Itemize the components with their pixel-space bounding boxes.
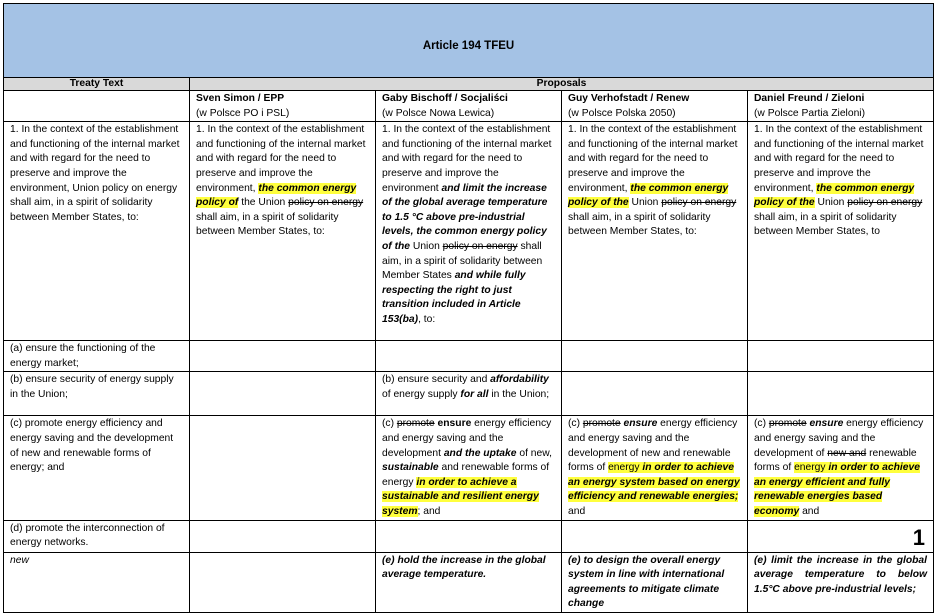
proposal-cell-verhofstadt: [562, 416, 748, 520]
emphasis-text: ensure: [437, 418, 472, 430]
treaty-cell: new: [4, 552, 190, 612]
text: in the Union;: [488, 388, 550, 400]
proposal-cell-verhofstadt: [562, 341, 748, 372]
struck-text: new and: [827, 447, 867, 459]
struck-text: promote: [582, 418, 621, 430]
author-party: (w Polsce Partia Zieloni): [754, 107, 866, 119]
text: and: [568, 505, 586, 517]
highlight-text: energy: [794, 462, 826, 474]
proposal-cell-bischoff: [376, 372, 562, 416]
text: of new,: [516, 447, 552, 459]
emphasis-text: ensure: [809, 418, 844, 430]
text: , to:: [418, 313, 436, 325]
proposal-cell-simon: [190, 416, 376, 520]
page-number: 1: [912, 524, 926, 550]
highlight-text: in order to achieve an energy system based on energy efficiency and renewable energies;: [568, 462, 740, 503]
treaty-cell: (c) promote energy efficiency and energy saving and the development of new and renewable forms of energy; and: [4, 416, 190, 520]
struck-text: policy on energy: [661, 197, 737, 209]
proposal-cell-simon: [190, 552, 376, 612]
author-name: Daniel Freund / Zieloni: [754, 93, 865, 104]
proposal-cell-bischoff: [376, 416, 562, 520]
proposals-header: Proposals: [190, 78, 934, 91]
table-row: [4, 122, 934, 341]
proposal-cell-simon: [190, 122, 376, 341]
table-title: Article 194 TFEU: [4, 4, 934, 78]
text: (c): [754, 418, 769, 430]
text: ; and: [417, 505, 441, 517]
proposal-cell-simon: [190, 341, 376, 372]
proposal-cell-bischoff: [376, 122, 562, 341]
table-row: [4, 341, 934, 372]
text: energy efficiency and energy saving and the development of new and renewable forms of: [568, 418, 738, 474]
proposal-cell-freund: [748, 416, 934, 520]
author-name: Guy Verhofstadt / Renew: [568, 93, 690, 104]
text: Union: [814, 197, 848, 209]
author-party: (w Polsce Nowa Lewica): [382, 107, 495, 119]
header-row: [4, 78, 934, 91]
proposal-cell-freund: [748, 372, 934, 416]
text: shall aim, in a spirit of solidarity between Member States: [382, 240, 543, 282]
author-cell-bischoff: [376, 91, 562, 122]
table-row: [4, 520, 934, 552]
title-row: [4, 4, 934, 78]
struck-text: policy on energy: [288, 197, 364, 209]
emphasis-text: affordability: [490, 374, 549, 386]
highlight-text: the common energy policy of the: [754, 182, 915, 209]
table-row: [4, 372, 934, 416]
author-cell-verhofstadt: [562, 91, 748, 122]
table-row: [4, 416, 934, 520]
emphasis-text: sustainable: [382, 462, 439, 474]
text: the Union: [238, 197, 289, 209]
proposal-cell-bischoff: [376, 520, 562, 552]
proposal-cell-verhofstadt: (e) to design the overall energy system in line with international agreements to mitigate climate change: [562, 552, 748, 612]
author-cell-empty: [4, 91, 190, 122]
proposal-cell-verhofstadt: [562, 520, 748, 552]
text: energy efficiency and energy saving and the development of: [754, 418, 924, 459]
struck-text: policy on energy: [442, 240, 518, 252]
highlight-text: the common energy policy of: [196, 182, 357, 209]
struck-text: policy on energy: [847, 197, 923, 209]
text: (c): [568, 418, 583, 430]
highlight-text: energy: [608, 462, 640, 474]
text: (b) ensure security and: [382, 374, 491, 386]
text: shall aim, in a spirit of solidarity between Member States, to:: [568, 211, 711, 238]
text: and: [799, 505, 820, 517]
treaty-cell: (b) ensure security of energy supply in the Union;: [4, 372, 190, 416]
treaty-cell: 1. In the context of the establishment and functioning of the internal market and with regard for the need to preserve and improve the environment, Union policy on energy shall aim, in a spirit of solidarity between Member States, to:: [4, 122, 190, 341]
emphasis-text: and while fully respecting the right to just transition included in Article 153(ba): [382, 270, 526, 325]
proposal-cell-simon: [190, 520, 376, 552]
proposal-cell-bischoff: (e) hold the increase in the global average temperature.: [376, 552, 562, 612]
proposal-cell-freund: [748, 122, 934, 341]
text: and renewable forms of energy: [382, 462, 550, 488]
author-party: (w Polsce PO i PSL): [196, 107, 290, 119]
text: 1. In the context of the establishment and functioning of the internal market and with regard for the need to preserve and improve the environment,: [754, 124, 924, 194]
emphasis-text: and limit the increase of the global average temperature to 1.5 °C above pre-industrial levels, the common energy policy of the: [382, 182, 548, 252]
proposal-cell-simon: [190, 372, 376, 416]
proposal-cell-freund: [748, 520, 934, 552]
text: shall aim, in a spirit of solidarity between Member States, to:: [196, 211, 339, 238]
text: 1. In the context of the establishment and functioning of the internal market and with regard for the need to preserve and improve the environment,: [196, 124, 366, 194]
treaty-cell: (a) ensure the functioning of the energy market;: [4, 341, 190, 372]
text: 1. In the context of the establishment and functioning of the internal market and with regard for the need to preserve and improve the environment,: [568, 124, 738, 194]
text: (c): [382, 418, 397, 430]
author-row: [4, 91, 934, 122]
proposal-cell-bischoff: [376, 341, 562, 372]
text: Union: [628, 197, 662, 209]
table-row: [4, 552, 934, 612]
text: Union: [410, 240, 443, 252]
author-name: Gaby Bischoff / Socjaliści: [382, 93, 508, 104]
author-name: Sven Simon / EPP: [196, 93, 285, 104]
proposal-cell-verhofstadt: [562, 372, 748, 416]
treaty-cell: (d) promote the interconnection of energy networks.: [4, 520, 190, 552]
text: shall aim, in a spirit of solidarity between Member States, to: [754, 211, 897, 238]
proposal-cell-freund: [748, 341, 934, 372]
text: renewable forms of: [754, 447, 917, 474]
proposal-cell-verhofstadt: [562, 122, 748, 341]
emphasis-text: and the uptake: [443, 447, 517, 459]
text: of energy supply: [382, 388, 461, 400]
treaty-text-header: Treaty Text: [4, 78, 190, 91]
author-cell-freund: [748, 91, 934, 122]
author-party: (w Polsce Polska 2050): [568, 107, 676, 119]
highlight-text: the common energy policy of the: [568, 182, 729, 209]
emphasis-text: ensure: [623, 418, 658, 430]
text: energy efficiency and energy saving and the development: [382, 418, 552, 459]
struck-text: promote: [768, 418, 807, 430]
struck-text: promote: [396, 418, 435, 430]
text: 1. In the context of the establishment and functioning of the internal market and with regard for the need to preserve and improve the environment: [382, 124, 552, 194]
highlight-text: in order to achieve an energy efficient and fully renewable energies based economy: [754, 462, 920, 517]
highlight-text: in order to achieve a sustainable and resilient energy system: [382, 476, 539, 517]
author-cell-simon: [190, 91, 376, 122]
proposal-cell-freund: (e) limit the increase in the global average temperature to below 1.5°C above pre-industrial levels;: [748, 552, 934, 612]
comparison-table: [3, 3, 934, 613]
emphasis-text: for all: [460, 388, 489, 400]
